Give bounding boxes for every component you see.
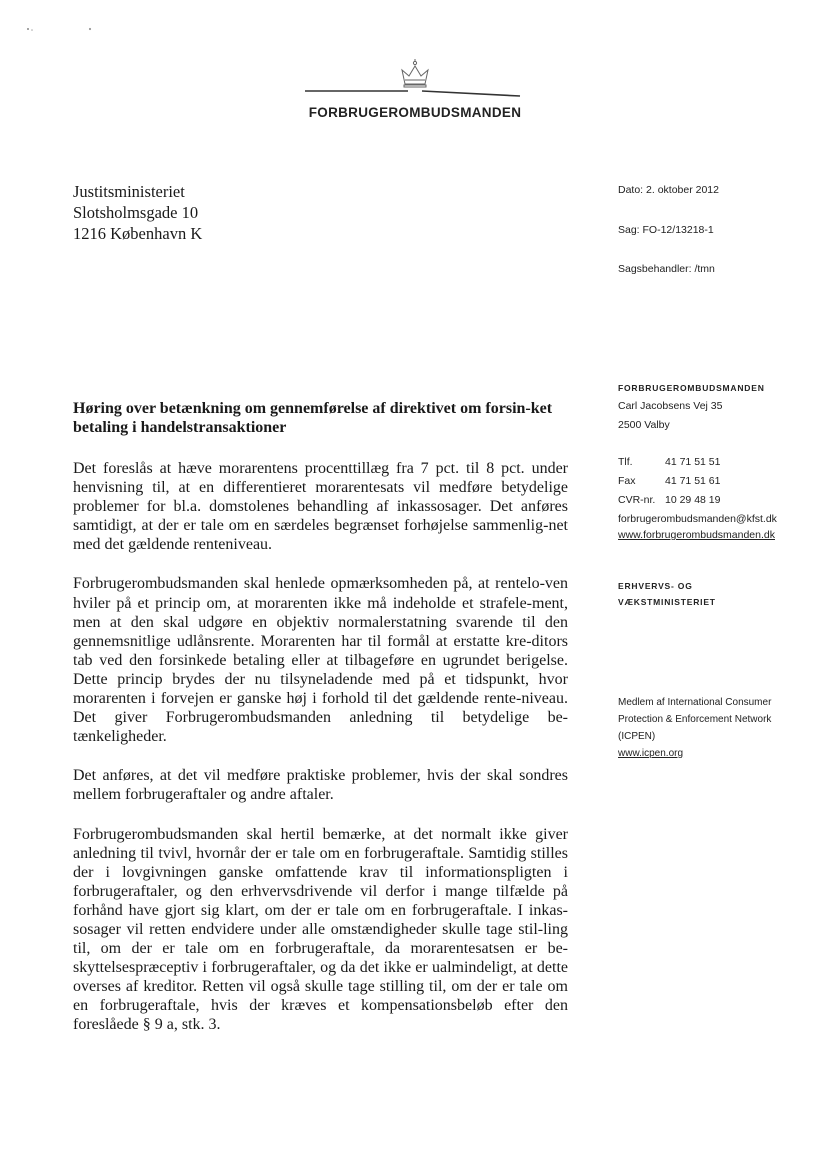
website-link[interactable]: www.forbrugerombudsmanden.dk bbox=[618, 529, 775, 541]
recipient-line: Slotsholmsgade 10 bbox=[73, 203, 199, 222]
contact-value: 10 29 48 19 bbox=[665, 494, 721, 506]
org-name: FORBRUGEROMBUDSMANDEN bbox=[308, 105, 522, 120]
membership-line: Medlem af International Consumer bbox=[618, 697, 772, 708]
letter-body bbox=[73, 459, 568, 1055]
contact-value: 41 71 51 51 bbox=[665, 456, 721, 468]
body-paragraph: Det anføres, at det vil medføre praktiske problemer, hvis der skal sondres mellem forbrugeraftaler og andre aftaler. bbox=[73, 767, 568, 804]
crown-icon bbox=[305, 58, 525, 104]
email-link[interactable]: forbrugerombudsmanden@kfst.dk bbox=[618, 513, 777, 525]
contact-row-fax bbox=[618, 472, 818, 491]
letter-subject: Høring over betænkning om gennemførelse af direktivet om forsin-ket betaling i handelstransaktioner bbox=[73, 400, 553, 436]
recipient-line: Justitsministeriet bbox=[73, 182, 185, 201]
case-handler: Sagsbehandler: /tmn bbox=[618, 263, 715, 275]
date-line: Dato: 2. oktober 2012 bbox=[618, 184, 719, 196]
header-logo bbox=[305, 58, 525, 130]
membership-line: (ICPEN) bbox=[618, 731, 656, 742]
contact-value: 41 71 51 61 bbox=[665, 475, 721, 487]
body-paragraph: Forbrugerombudsmanden skal henlede opmærksomheden på, at rentelo-ven hviler på et princip om, at morarenten ikke må indeholde et strafele-ment, men at den skal udgøre en objektiv normalerstatning svarende til den gennemsnitlige udlånsrente. Morarenten har til formål at erstatte kre-ditors tab ved den forsinkede betaling eller at tilbageføre en ugrundet berigelse. Dette princip brydes der nu tilsyneladende med på et tidspunkt, hvor morarenten i forvejen er ganske høj i forhold til det gældende rente-niveau. Det giver Forbrugerombudsmanden anledning til betydelige be-tænkeligheder. bbox=[73, 575, 568, 746]
address-line: 2500 Valby bbox=[618, 419, 670, 431]
sidebar-org-heading: FORBRUGEROMBUDSMANDEN bbox=[618, 383, 765, 393]
recipient-address bbox=[73, 181, 202, 244]
contact-row-phone bbox=[618, 453, 818, 472]
scan-specks bbox=[25, 24, 105, 34]
contact-label: CVR-nr. bbox=[618, 494, 656, 506]
ministry-line: VÆKSTMINISTERIET bbox=[618, 597, 716, 607]
case-number: Sag: FO-12/13218-1 bbox=[618, 224, 714, 236]
membership-line: Protection & Enforcement Network bbox=[618, 714, 772, 725]
ministry-line: ERHVERVS- OG bbox=[618, 581, 693, 591]
recipient-line: 1216 København K bbox=[73, 224, 203, 243]
contact-row-cvr bbox=[618, 491, 818, 510]
body-paragraph: Forbrugerombudsmanden skal hertil bemærke, at det normalt ikke giver anledning til tvivl, hvornår der er tale om en forbrugeraftale. Samtidig stilles der i lovgivningen ganske omfattende krav til informationspligten i forbrugeraftaler, og den erhvervsdrivende vil derfor i mange tilfælde på forhånd have gjort sig klart, om der er tale om en forbrugeraftale. I inkas-sosager vil retten endvidere under alle omstændigheder skulle tage stil-ling til, om der er tale om en forbrugeraftale, da morarentesatsen er be-skyttelsespræceptiv i forbrugeraftaler, og da det ikke er ualmindeligt, at dette overses af kreditor. Retten vil også skulle tage stilling til, om der er tale om en forbrugeraftale, hvis der kræves et kompensationsbeløb efter den foreslåede § 9 a, stk. 3. bbox=[73, 825, 568, 1034]
sender-sidebar bbox=[618, 383, 818, 762]
contact-label: Fax bbox=[618, 475, 636, 487]
contact-label: Tlf. bbox=[618, 456, 633, 468]
icpen-link[interactable]: www.icpen.org bbox=[618, 748, 684, 759]
body-paragraph: Det foreslås at hæve morarentens procenttillæg fra 7 pct. til 8 pct. under henvisning til, at en differentieret morarentesats vil medføre betydelige problemer for bl.a. domstolenes behandling af inkassosager. Det anføres samtidigt, at der er tale om en særdeles begrænset forhøjelse sammenlig-net med det gældende renteniveau. bbox=[73, 460, 568, 554]
address-line: Carl Jacobsens Vej 35 bbox=[618, 400, 723, 412]
